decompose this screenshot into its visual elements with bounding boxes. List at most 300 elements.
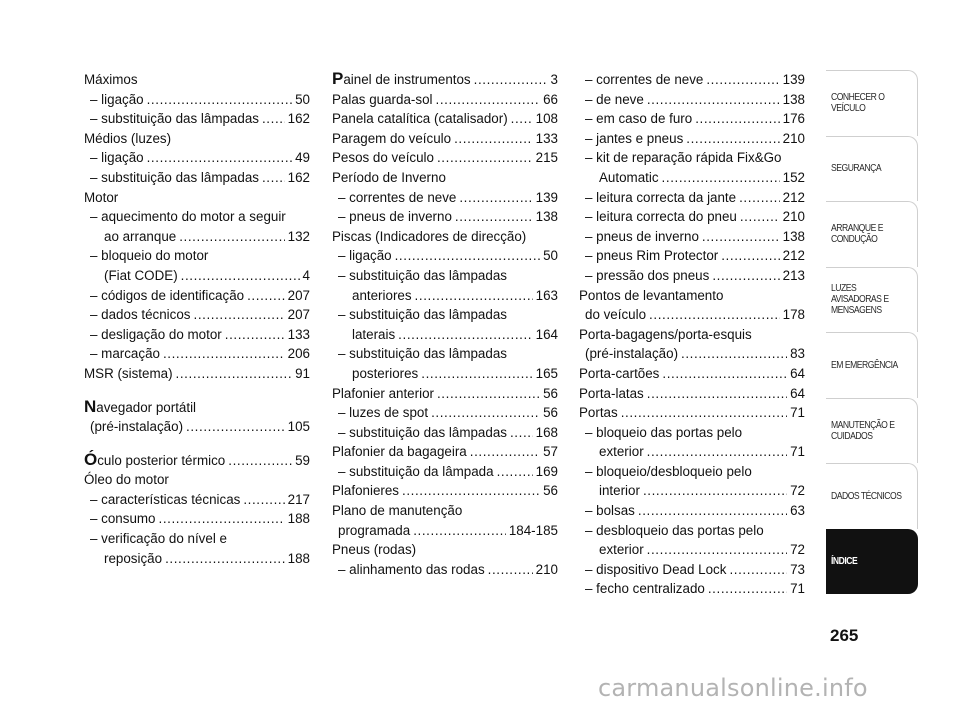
page-reference: 162: [287, 169, 310, 185]
page-reference: 138: [782, 228, 805, 244]
index-entry: [579, 168, 805, 188]
page-reference: 212: [782, 248, 805, 264]
dot-leader: [497, 462, 533, 482]
entry-label: – correntes de neve: [585, 72, 704, 87]
dot-leader: [181, 266, 300, 286]
index-heading: [332, 227, 558, 247]
entry-label: – pneus de inverno: [585, 228, 699, 244]
entry-text: [585, 70, 703, 90]
index-heading: [84, 398, 310, 418]
entry-text: [579, 288, 723, 303]
entry-label: Motor: [84, 189, 119, 205]
dot-leader: [262, 109, 285, 129]
entry-text: [104, 266, 178, 286]
entry-text: [585, 560, 726, 580]
page-reference: 212: [782, 189, 805, 205]
page-reference: 207: [287, 307, 310, 323]
entry-label: – ligação: [90, 150, 144, 166]
entry-text: [90, 148, 144, 168]
entry-text: [585, 579, 705, 599]
page-reference: 71: [790, 581, 805, 597]
dot-leader: [436, 90, 541, 110]
dot-leader: [395, 246, 540, 266]
entry-label: (pré-instalação): [585, 346, 679, 362]
page-reference: 176: [782, 111, 805, 127]
entry-text: [84, 131, 171, 146]
page-reference: 105: [287, 419, 310, 435]
section-tab-label: ARRANQUE E CONDUÇÃO: [831, 222, 884, 246]
dot-leader: [708, 579, 787, 599]
entry-label: – fecho centralizado: [585, 581, 705, 597]
section-tab[interactable]: [826, 136, 918, 202]
entry-text: [338, 521, 410, 541]
index-entry: [332, 325, 558, 345]
entry-text: [338, 188, 456, 208]
entry-text: [338, 403, 428, 423]
page-reference: 210: [782, 130, 805, 146]
index-entry: [84, 90, 310, 110]
entry-text: [90, 168, 259, 188]
page-reference: 56: [543, 385, 558, 401]
entry-text: [332, 542, 416, 557]
page-reference: 139: [535, 189, 558, 205]
section-tab-label: DADOS TÉCNICOS: [831, 489, 902, 502]
dot-leader: [413, 521, 506, 541]
entry-label: Piscas (Indicadores de direcção): [332, 228, 527, 244]
entry-text: [332, 90, 433, 110]
page-reference: 91: [295, 365, 310, 381]
index-entry: [579, 109, 805, 129]
entry-label: – leitura correcta da jante: [585, 189, 737, 205]
page-reference: 4: [302, 267, 310, 283]
entry-label: Plafonier da bagageira: [332, 444, 467, 460]
dot-leader: [398, 325, 532, 345]
index-entry: [579, 560, 805, 580]
dot-leader: [647, 540, 787, 560]
entry-label: (Fiat CODE): [104, 267, 178, 283]
index-entry: [332, 148, 558, 168]
page-reference: 210: [535, 561, 558, 577]
index-entry: [579, 246, 805, 266]
dot-leader: [437, 148, 533, 168]
entry-label: – leitura correcta do pneu: [585, 209, 737, 225]
dot-leader: [470, 442, 540, 462]
page-reference: 184-185: [508, 522, 558, 538]
dot-leader: [225, 325, 285, 345]
entry-text: [84, 451, 225, 471]
index-entry: [84, 227, 310, 247]
dot-leader: [262, 168, 285, 188]
index-entry: [84, 266, 310, 286]
entry-text: [332, 229, 526, 244]
index-entry: [579, 90, 805, 110]
entry-text: [585, 129, 683, 149]
dot-leader: [740, 207, 780, 227]
entry-text: [585, 305, 646, 325]
dot-leader: [186, 417, 285, 437]
entry-label: Máximos: [84, 72, 138, 87]
entry-label: programada: [338, 522, 411, 538]
entry-label: Plano de manutenção: [332, 503, 463, 519]
entry-text: [332, 148, 434, 168]
index-entry: [332, 90, 558, 110]
index-entry: [332, 129, 558, 149]
dot-leader: [163, 344, 285, 364]
page-reference: 108: [535, 111, 558, 127]
index-entry: [579, 305, 805, 325]
index-entry: [332, 423, 558, 443]
page-reference: 139: [782, 72, 805, 87]
dot-leader: [721, 246, 779, 266]
entry-text: [579, 327, 752, 342]
index-entry: [332, 286, 558, 306]
page-reference: 164: [535, 326, 558, 342]
section-tab[interactable]: [826, 529, 918, 595]
dot-leader: [662, 364, 787, 384]
spacer: [84, 384, 310, 398]
index-heading: [332, 266, 558, 286]
index-heading: [332, 168, 558, 188]
index-column-2: [332, 70, 558, 579]
index-entry: [84, 451, 310, 471]
page-reference: 72: [790, 542, 805, 558]
section-tab-label: ÍNDICE: [831, 555, 858, 568]
entry-label: Porta-bagagens/porta-esquis: [579, 326, 752, 342]
index-heading: [332, 344, 558, 364]
index-heading: [84, 70, 310, 90]
entry-text: [579, 364, 659, 384]
dot-leader: [194, 305, 285, 325]
section-tab[interactable]: [826, 70, 918, 136]
entry-text: [84, 472, 169, 487]
dot-leader: [649, 305, 780, 325]
entry-label: – substituição das lâmpadas: [338, 346, 507, 362]
index-heading: [579, 521, 805, 541]
index-entry: [84, 509, 310, 529]
entry-text: [599, 442, 644, 462]
index-entry: [579, 481, 805, 501]
entry-label: (pré-instalação): [90, 419, 184, 435]
entry-label: – desbloqueio das portas pelo: [585, 522, 764, 538]
entry-text: [90, 305, 191, 325]
entry-label: – bloqueio do motor: [90, 248, 209, 264]
entry-label: Palas guarda-sol: [332, 91, 433, 107]
entry-label: – características técnicas: [90, 491, 241, 507]
entry-label: exterior: [599, 444, 644, 460]
entry-label: – substituição das lâmpadas: [338, 267, 507, 283]
entry-text: [585, 188, 736, 208]
entry-text: [599, 540, 644, 560]
entry-text: [332, 481, 399, 501]
entry-label: – luzes de spot: [338, 405, 429, 421]
section-tab[interactable]: [826, 267, 918, 333]
section-tab[interactable]: [826, 332, 918, 398]
entry-label: – substituição das lâmpadas: [338, 424, 507, 440]
page-reference: 138: [782, 91, 805, 107]
index-entry: [579, 266, 805, 286]
dot-leader: [510, 423, 533, 443]
entry-label: – substituição das lâmpadas: [338, 307, 507, 323]
index-entry: [84, 364, 310, 384]
section-tabs: [826, 70, 918, 594]
index-entry: [579, 579, 805, 599]
entry-text: [338, 268, 507, 283]
entry-text: [90, 90, 144, 110]
index-column-1: [84, 70, 310, 568]
dot-leader: [511, 109, 533, 129]
entry-label: MSR (sistema): [84, 365, 173, 381]
dot-leader: [455, 207, 533, 227]
page-reference: 217: [287, 491, 310, 507]
entry-text: [84, 190, 118, 205]
dot-leader: [176, 364, 293, 384]
page-reference: 188: [287, 511, 310, 527]
dot-leader: [247, 286, 285, 306]
dot-leader: [729, 560, 787, 580]
entry-text: [599, 168, 659, 188]
section-tab[interactable]: [826, 201, 918, 267]
page-reference: 50: [295, 91, 310, 107]
index-heading: [84, 470, 310, 490]
index-entry: [332, 481, 558, 501]
page-reference: 64: [790, 365, 805, 381]
entry-text: [585, 501, 635, 521]
entry-text: [338, 560, 485, 580]
entry-label: – substituição das lâmpadas: [90, 169, 259, 185]
dot-leader: [474, 70, 548, 90]
index-entry: [579, 70, 805, 90]
entry-text: [599, 481, 640, 501]
index-entry: [84, 549, 310, 569]
dot-leader: [437, 384, 540, 404]
entry-text: [585, 425, 742, 440]
index-entry: [332, 521, 558, 541]
entry-label: Pesos do veículo: [332, 150, 434, 166]
entry-label: – substituição da lâmpada: [338, 463, 494, 479]
dot-leader: [686, 129, 779, 149]
index-heading: [579, 325, 805, 345]
spacer: [84, 437, 310, 451]
dot-leader: [243, 490, 284, 510]
entry-label: Período de Inverno: [332, 169, 446, 185]
entry-text: [585, 344, 678, 364]
page-reference: 57: [543, 444, 558, 460]
dot-leader: [179, 227, 284, 247]
entry-label: Plafonieres: [332, 483, 399, 499]
entry-label: Paragem do veículo: [332, 130, 452, 146]
index-entry: [579, 227, 805, 247]
index-entry: [332, 70, 558, 90]
index-heading: [332, 540, 558, 560]
entry-text: [332, 70, 471, 90]
letter-initial: N: [84, 396, 97, 416]
entry-text: [585, 150, 782, 165]
section-tab-label: CONHECER O VEÍCULO: [831, 91, 885, 115]
index-entry: [579, 384, 805, 404]
entry-label: Pneus (rodas): [332, 542, 417, 558]
entry-label: Plafonier anterior: [332, 385, 434, 401]
page-reference: 138: [535, 209, 558, 225]
section-tab-label: LUZES AVISADORAS E MENSAGENS: [831, 282, 889, 317]
entry-text: [585, 246, 718, 266]
entry-text: [338, 423, 507, 443]
page-reference: 72: [790, 483, 805, 499]
dot-leader: [165, 549, 285, 569]
dot-leader: [643, 481, 787, 501]
entry-label: – códigos de identificação: [90, 287, 245, 303]
dot-leader: [681, 344, 787, 364]
index-entry: [332, 188, 558, 208]
index-entry: [84, 305, 310, 325]
page-reference: 213: [782, 267, 805, 283]
page-reference: 132: [287, 228, 310, 244]
index-entry: [332, 462, 558, 482]
index-entry: [579, 501, 805, 521]
entry-text: [352, 364, 418, 384]
entry-label: posteriores: [352, 365, 419, 381]
page-reference: 50: [543, 248, 558, 264]
index-heading: [84, 207, 310, 227]
section-tab[interactable]: [826, 463, 918, 529]
index-heading: [332, 501, 558, 521]
section-tab-label: SEGURANÇA: [831, 162, 882, 175]
entry-label: – pressão dos pneus: [585, 267, 710, 283]
page-reference: 133: [535, 130, 558, 146]
page-reference: 206: [287, 346, 310, 362]
page-reference: 178: [782, 307, 805, 323]
page-number: 265: [830, 626, 859, 645]
entry-text: [332, 442, 467, 462]
index-entry: [579, 403, 805, 423]
index-column-3: [579, 70, 805, 599]
entry-text: [90, 490, 240, 510]
entry-text: [90, 209, 286, 224]
entry-text: [585, 109, 692, 129]
dot-leader: [739, 188, 780, 208]
entry-text: [338, 307, 507, 322]
entry-text: [352, 286, 412, 306]
index-entry: [84, 417, 310, 437]
entry-label: – aquecimento do motor a seguir: [90, 209, 286, 225]
page-reference: 162: [287, 111, 310, 127]
dot-leader: [647, 90, 780, 110]
page-reference: 215: [535, 150, 558, 166]
entry-label: – consumo: [90, 511, 156, 527]
page-reference: 63: [790, 503, 805, 519]
index-entry: [579, 207, 805, 227]
entry-label: – substituição das lâmpadas: [90, 111, 259, 127]
entry-text: [585, 523, 764, 538]
section-tab-label: EM EMERGÊNCIA: [831, 358, 898, 371]
index-entry: [579, 129, 805, 149]
index-heading: [579, 423, 805, 443]
entry-text: [338, 462, 494, 482]
entry-label: – bloqueio das portas pelo: [585, 424, 743, 440]
entry-text: [585, 266, 709, 286]
dot-leader: [159, 509, 285, 529]
entry-label: Médios (luzes): [84, 130, 172, 146]
index-entry: [579, 188, 805, 208]
index-entry: [332, 384, 558, 404]
entry-label: do veículo: [585, 307, 647, 323]
index-entry: [579, 540, 805, 560]
index-entry: [332, 246, 558, 266]
entry-label: – de neve: [585, 91, 644, 107]
dot-leader: [459, 188, 532, 208]
entry-text: [585, 207, 737, 227]
entry-text: [90, 109, 259, 129]
index-heading: [84, 129, 310, 149]
index-entry: [332, 207, 558, 227]
dot-leader: [712, 266, 779, 286]
entry-label: – bloqueio/desbloqueio pelo: [585, 463, 752, 479]
index-entry: [84, 109, 310, 129]
dot-leader: [147, 148, 292, 168]
dot-leader: [706, 70, 779, 90]
dot-leader: [415, 286, 533, 306]
entry-label: culo posterior térmico: [97, 452, 226, 468]
index-entry: [332, 109, 558, 129]
entry-label: Automatic: [599, 169, 659, 185]
section-tab[interactable]: [826, 398, 918, 464]
entry-text: [90, 286, 244, 306]
entry-text: [104, 227, 176, 247]
page-reference: 56: [543, 405, 558, 421]
entry-text: [579, 403, 618, 423]
page-reference: 3: [550, 72, 558, 87]
page-reference: 188: [287, 550, 310, 566]
entry-label: – em caso de furo: [585, 111, 693, 127]
entry-label: – kit de reparação rápida Fix&Go: [585, 150, 782, 166]
entry-text: [585, 90, 644, 110]
entry-label: Pontos de levantamento: [579, 287, 724, 303]
entry-label: – jantes e pneus: [585, 130, 684, 146]
entry-label: Portas: [579, 405, 618, 421]
page-reference: 169: [535, 463, 558, 479]
dot-leader: [402, 481, 540, 501]
entry-text: [332, 129, 451, 149]
page-reference: 71: [790, 405, 805, 421]
index-entry: [579, 344, 805, 364]
entry-label: Porta-cartões: [579, 365, 660, 381]
index-heading: [84, 188, 310, 208]
entry-label: – dados técnicos: [90, 307, 191, 323]
entry-label: – ligação: [338, 248, 392, 264]
entry-text: [338, 246, 392, 266]
entry-label: – pneus de inverno: [338, 209, 452, 225]
dot-leader: [695, 109, 779, 129]
page-reference: 168: [535, 424, 558, 440]
entry-text: [90, 325, 222, 345]
index-entry: [579, 442, 805, 462]
page-reference: 73: [790, 561, 805, 577]
entry-text: [84, 396, 197, 416]
dot-leader: [638, 501, 787, 521]
entry-label: – bolsas: [585, 503, 635, 519]
page-reference: 66: [543, 91, 558, 107]
entry-text: [585, 227, 699, 247]
entry-label: laterais: [352, 326, 396, 342]
letter-initial: Ó: [84, 449, 98, 469]
index-entry: [84, 325, 310, 345]
entry-text: [585, 464, 752, 479]
entry-label: – ligação: [90, 91, 144, 107]
dot-leader: [421, 364, 532, 384]
dot-leader: [662, 168, 780, 188]
index-entry: [332, 364, 558, 384]
dot-leader: [228, 451, 292, 471]
dot-leader: [147, 90, 292, 110]
